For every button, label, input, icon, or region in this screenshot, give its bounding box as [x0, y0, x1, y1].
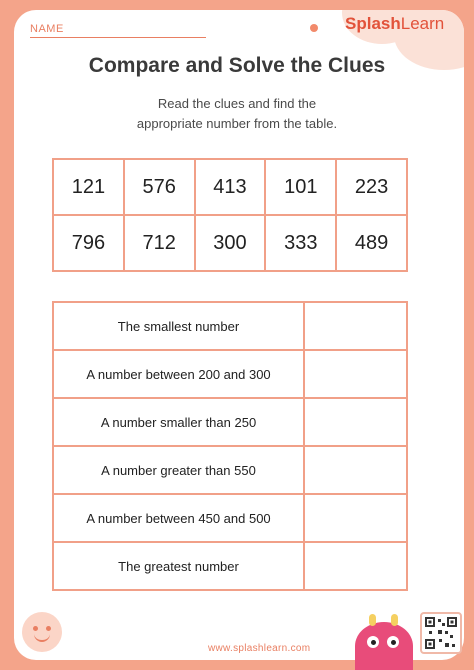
clue-text: A number smaller than 250	[53, 398, 304, 446]
answer-cell[interactable]	[304, 350, 407, 398]
qr-code-icon	[420, 612, 462, 654]
clue-row	[53, 494, 407, 542]
answer-cell[interactable]	[304, 302, 407, 350]
number-cell: 576	[124, 159, 195, 215]
number-row	[53, 159, 407, 215]
clue-row	[53, 542, 407, 590]
name-label: NAME	[30, 23, 64, 35]
answer-cell[interactable]	[304, 398, 407, 446]
mascot-horn	[369, 614, 376, 626]
mascot-icon	[355, 622, 413, 670]
footer-url: www.splashlearn.com	[208, 643, 311, 654]
splashlearn-logo	[345, 14, 444, 34]
decor-dot	[310, 24, 318, 32]
answer-cell[interactable]	[304, 542, 407, 590]
number-row	[53, 215, 407, 271]
clue-text: The smallest number	[53, 302, 304, 350]
mascot-eye	[367, 636, 379, 648]
instruction-line: Read the clues and find the	[157, 96, 317, 111]
smiley-mouth	[34, 630, 50, 642]
answer-cell[interactable]	[304, 446, 407, 494]
number-cell: 413	[195, 159, 266, 215]
logo-splash: Splash	[345, 14, 401, 33]
qr-code-graphic	[425, 617, 457, 649]
number-table	[52, 158, 408, 272]
name-line	[30, 37, 206, 38]
number-cell: 333	[265, 215, 336, 271]
number-cell: 101	[265, 159, 336, 215]
star-icon: ★	[130, 620, 161, 658]
logo-learn: Learn	[400, 14, 445, 33]
clue-table	[52, 301, 408, 591]
number-cell: 796	[53, 215, 124, 271]
clue-row	[53, 350, 407, 398]
number-cell: 489	[336, 215, 407, 271]
mascot-eye	[387, 636, 399, 648]
page-title: Compare and Solve the Clues	[88, 54, 386, 77]
number-cell: 712	[124, 215, 195, 271]
number-cell: 121	[53, 159, 124, 215]
clue-text: The greatest number	[53, 542, 304, 590]
star-icon: ★	[62, 620, 93, 658]
clue-row	[53, 398, 407, 446]
number-cell: 300	[195, 215, 266, 271]
instruction-line: appropriate number from the table.	[136, 116, 338, 131]
clue-text: A number between 450 and 500	[53, 494, 304, 542]
clue-row	[53, 446, 407, 494]
mascot-horn	[391, 614, 398, 626]
clue-text: A number greater than 550	[53, 446, 304, 494]
number-cell: 223	[336, 159, 407, 215]
answer-cell[interactable]	[304, 494, 407, 542]
star-icon: ★	[96, 620, 127, 658]
smiley-icon	[22, 612, 62, 652]
clue-row	[53, 302, 407, 350]
instructions	[0, 94, 474, 134]
clue-text: A number between 200 and 300	[53, 350, 304, 398]
